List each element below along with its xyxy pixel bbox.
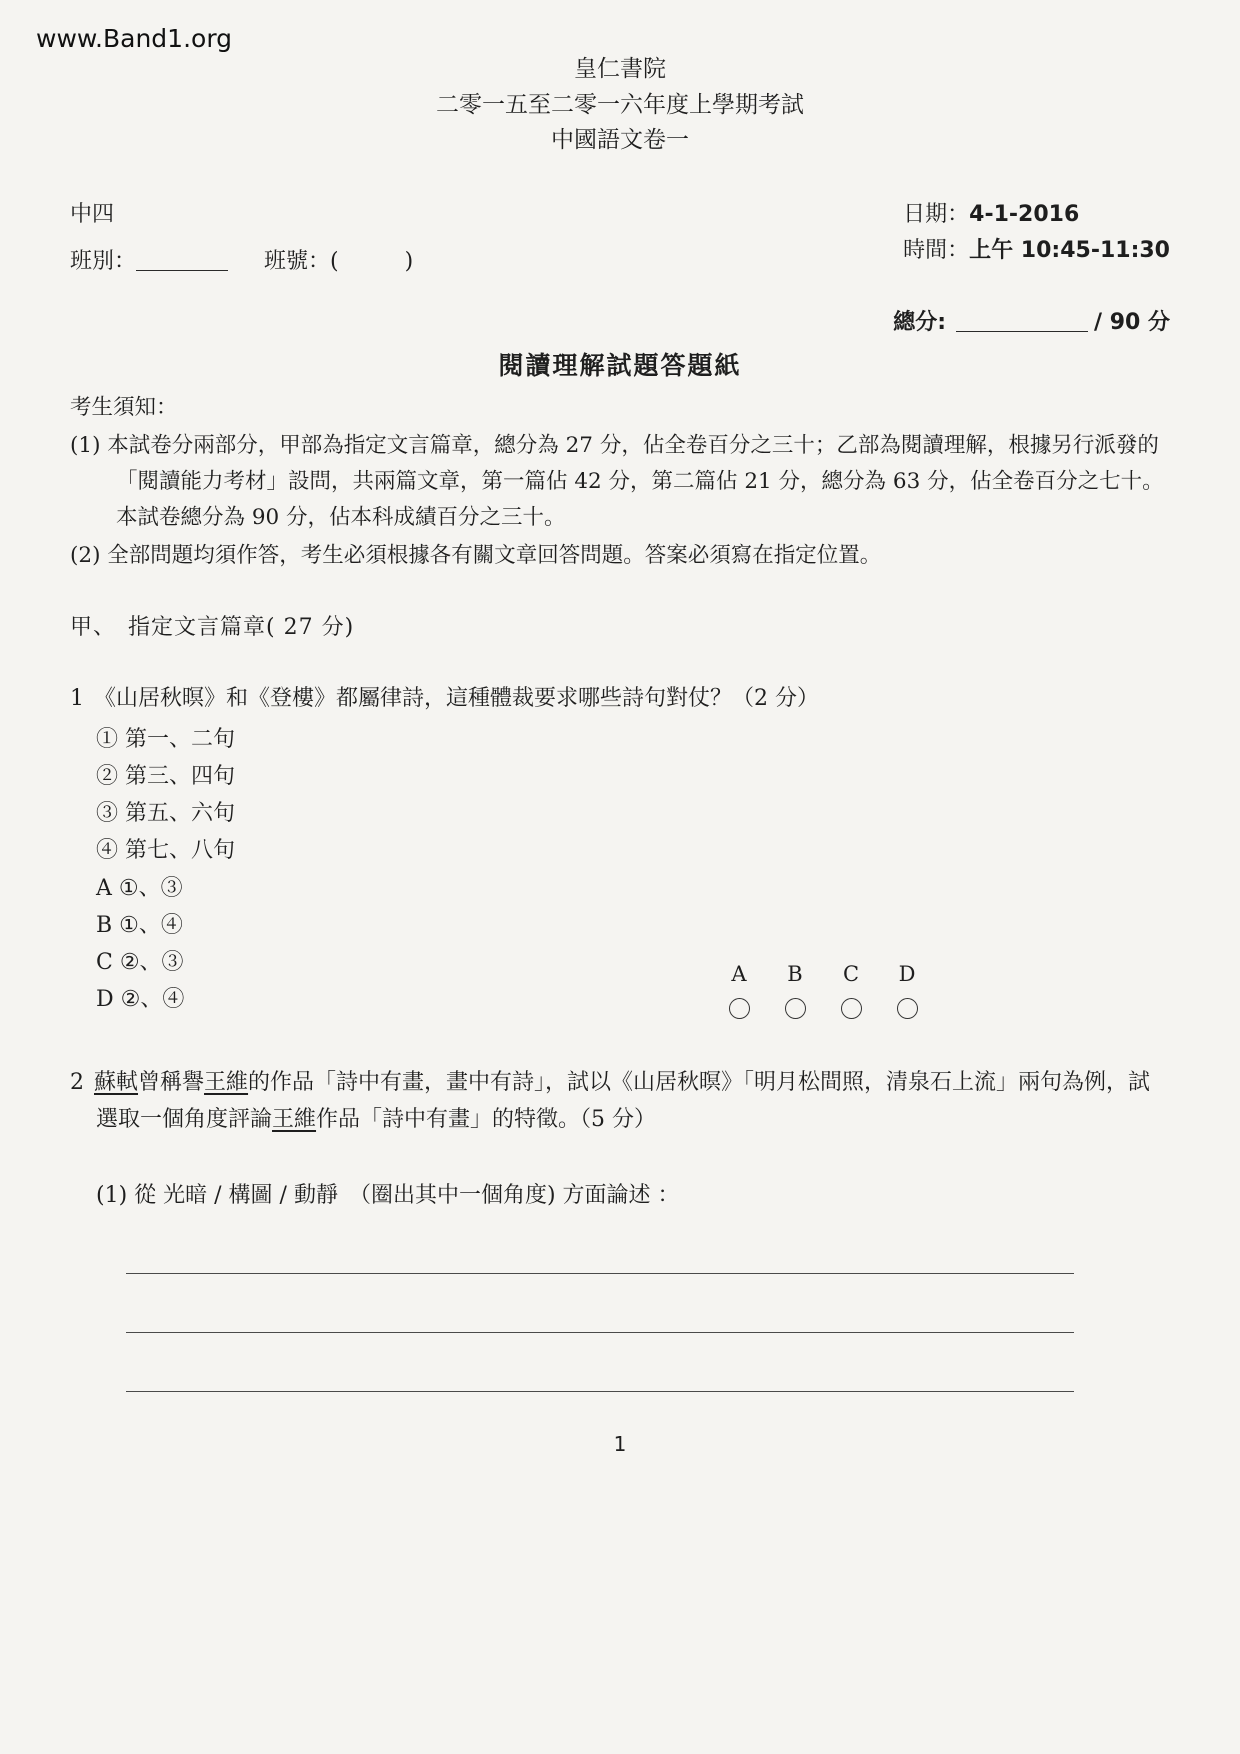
question-2-part: 的作品「詩中有畫，畫中有詩」，試以《山居秋暝》「明月松間照，清泉石上流」兩句為例，試選取一個角度評論 <box>96 1070 1151 1132</box>
candidate-info <box>70 197 413 275</box>
total-score-field[interactable] <box>956 309 1088 332</box>
time-label: 時間： <box>903 238 970 264</box>
choice-item: B ①、④ <box>96 912 183 938</box>
answer-bubble-c[interactable] <box>841 998 862 1019</box>
time-row <box>903 233 1170 269</box>
section-a-heading: 甲、 指定文言篇章( 27 分) <box>70 615 355 641</box>
question-1-stem: 《山居秋暝》和《登樓》都屬律詩，這種體裁要求哪些詩句對仗？（2 分） <box>94 686 819 712</box>
total-value: / 90 分 <box>1094 309 1170 335</box>
answer-bubble-b[interactable] <box>785 998 806 1019</box>
total-label: 總分: <box>893 309 947 335</box>
question-2-name-wangwei: 王維 <box>204 1070 249 1096</box>
notice-heading: 考生須知： <box>70 394 178 420</box>
answer-bubble-grid <box>711 962 935 1019</box>
answer-label-a: A <box>731 962 747 987</box>
date-label: 日期： <box>903 201 970 227</box>
watermark: www.Band1.org <box>36 24 233 53</box>
question-2-part: 作品「詩中有畫」的特徵。（5 分） <box>316 1106 657 1132</box>
form-level: 中四 <box>70 201 115 227</box>
answer-label-c: C <box>842 962 860 987</box>
page-title: 閱讀理解試題答題紙 <box>498 350 742 380</box>
question-1-number: 1 <box>70 686 84 712</box>
answer-bubble-d[interactable] <box>897 998 918 1019</box>
option-item: ④ 第七、八句 <box>96 838 235 864</box>
option-item: ③ 第五、六句 <box>96 801 235 827</box>
question-2 <box>70 1065 1170 1392</box>
class-label: 班別： <box>70 248 137 274</box>
answer-bubble-a[interactable] <box>729 998 750 1019</box>
question-1-text <box>70 681 1170 717</box>
paper-title: 中國語文卷一 <box>551 127 689 154</box>
answer-label-d: D <box>898 962 916 987</box>
class-field-row <box>70 244 413 275</box>
choice-item: C ②、③ <box>96 949 184 975</box>
notice-item: (1) 本試卷分兩部分，甲部為指定文言篇章，總分為 27 分，佔全卷百分之三十；乙部為閱讀理解，根據另行派發的「閱讀能力考材」設問，共兩篇文章，第一篇佔 42 分，第二篇佔 21 分，總分為 63 分，佔全卷百分之七十。本試卷總分為 90 分，佔本科成績百分之三十。 <box>70 433 1164 531</box>
choice-item: A ①、③ <box>96 875 183 901</box>
total-score-row <box>70 305 1170 336</box>
option-item: ① 第一、二句 <box>96 726 235 752</box>
answer-line-1[interactable] <box>126 1273 1074 1274</box>
question-2-text <box>70 1065 1170 1138</box>
exam-term: 二零一五至二零一六年度上學期考試 <box>436 91 804 118</box>
page-number: 1 <box>613 1432 627 1456</box>
question-2-name-wangwei: 王維 <box>272 1106 317 1132</box>
option-item: ② 第三、四句 <box>96 763 235 789</box>
info-row <box>70 197 1170 275</box>
time-value: 上午 10:45-11:30 <box>969 238 1170 264</box>
question-2-name-sushi: 蘇軾 <box>94 1070 139 1096</box>
question-2-number: 2 <box>70 1070 84 1096</box>
notice-item: (2) 全部問題均須作答，考生必須根據各有關文章回答問題。答案必須寫在指定位置。 <box>70 543 882 569</box>
exam-meta <box>903 197 1170 275</box>
question-1-options <box>96 722 1170 1018</box>
answer-line-2[interactable] <box>126 1332 1074 1333</box>
question-1 <box>70 681 1170 1017</box>
answer-line-3[interactable] <box>126 1391 1074 1392</box>
question-2-sub-question: (1) 從 光暗 / 構圖 / 動靜 （圈出其中一個角度) 方面論述 ： <box>96 1182 680 1208</box>
class-number-label: 班號：( <box>264 248 339 274</box>
question-2-part: 曾稱譽 <box>138 1070 205 1096</box>
class-blank-field[interactable] <box>136 248 228 271</box>
choice-item: D ②、④ <box>96 987 185 1013</box>
answer-label-b: B <box>787 962 803 987</box>
date-value: 4-1-2016 <box>969 201 1080 227</box>
class-number-close: ) <box>404 248 414 274</box>
date-row <box>903 197 1170 233</box>
candidate-notice <box>70 390 1170 575</box>
school-name: 皇仁書院 <box>574 56 666 82</box>
